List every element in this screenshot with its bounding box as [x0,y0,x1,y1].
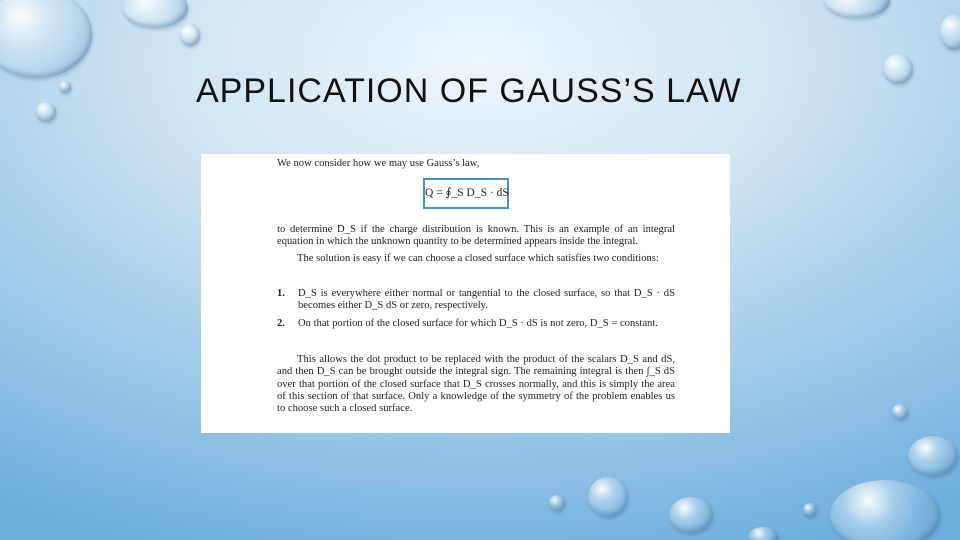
excerpt-paragraph: The solution is easy if we can choose a closed surface which satisfies two conditions: [297,253,659,264]
water-droplet-decoration [549,495,565,511]
water-droplet-decoration [588,477,628,517]
water-droplet-decoration [824,0,890,18]
water-droplet-decoration [830,480,940,540]
textbook-excerpt-image [201,154,730,433]
condition-item [277,318,675,330]
excerpt-intro-text: We now consider how we may use Gauss’s law, [277,158,480,169]
water-droplet-decoration [803,503,817,517]
water-droplet-decoration [748,527,778,540]
water-droplet-decoration [36,102,56,122]
water-droplet-decoration [892,404,908,420]
water-droplet-decoration [180,24,200,46]
water-droplet-decoration [0,0,92,78]
slide-title: APPLICATION OF GAUSS’S LAW [196,72,742,110]
condition-number: 1. [277,288,285,299]
condition-item [277,288,675,313]
water-droplet-decoration [59,81,71,93]
water-droplet-decoration [908,436,958,476]
water-droplet-decoration [940,14,960,50]
excerpt-paragraph: to determine D_S if the charge distribution is known. This is an example of an integral equation in which the unknown quantity to be determined appears inside the integral. [277,224,675,248]
condition-text: D_S is everywhere either normal or tangential to the closed surface, so that D_S · dS becomes either D_S dS or zero, respectively. [298,288,675,312]
water-droplet-decoration [669,497,713,533]
condition-text: On that portion of the closed surface for which D_S · dS is not zero, D_S = constant. [298,318,658,329]
gauss-law-equation: Q = ∮_S D_S · dS [423,178,509,209]
water-droplet-decoration [883,54,913,84]
water-droplet-decoration [122,0,188,28]
excerpt-paragraph: This allows the dot product to be replaced with the product of the scalars D_S and dS, and then D_S can be brought outside the integral sign. The remaining integral is then ∫_S dS over that portion of the closed surface that D_S crosses normally, and this is simply the area of this section of that surface. Only a knowledge of the symmetry of the problem enables us to choose such a closed surface. [277,354,675,415]
condition-number: 2. [277,318,285,329]
